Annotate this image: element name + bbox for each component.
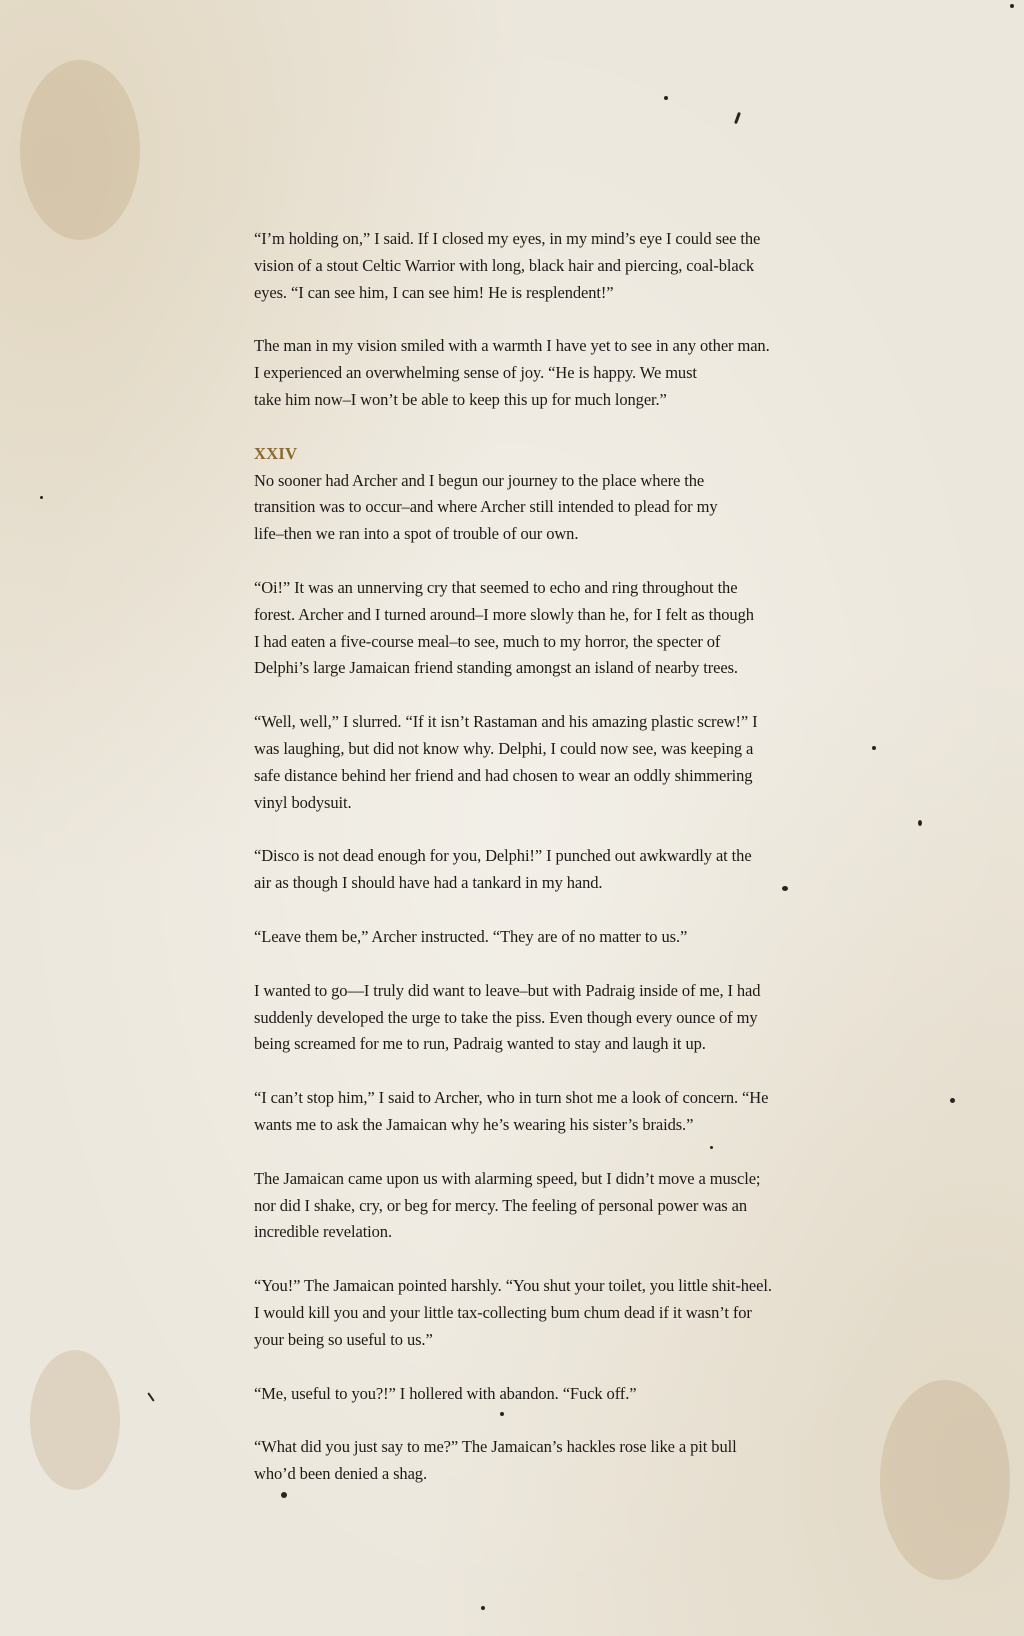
paragraphs-before-heading bbox=[254, 226, 854, 414]
paper-stain bbox=[880, 1380, 1010, 1580]
ink-speck bbox=[664, 96, 668, 100]
text-line: forest. Archer and I turned around–I more slowly than he, for I felt as though bbox=[254, 604, 754, 624]
ink-speck bbox=[950, 1098, 955, 1103]
text-line: “Me, useful to you?!” I hollered with abandon. “Fuck off.” bbox=[254, 1383, 637, 1403]
text-line: The Jamaican came upon us with alarming speed, but I didn’t move a muscle; bbox=[254, 1168, 761, 1188]
text-line: air as though I should have had a tankard in my hand. bbox=[254, 873, 603, 893]
body-text bbox=[254, 226, 854, 1515]
paragraph bbox=[254, 978, 854, 1058]
text-line: “What did you just say to me?” The Jamaican’s hackles rose like a pit bull bbox=[254, 1437, 737, 1457]
text-line: being screamed for me to run, Padraig wanted to stay and laugh it up. bbox=[254, 1034, 706, 1054]
text-line: vision of a stout Celtic Warrior with long, black hair and piercing, coal-black bbox=[254, 255, 754, 275]
paragraph bbox=[254, 1166, 854, 1246]
text-line: I experienced an overwhelming sense of joy. “He is happy. We must bbox=[254, 363, 697, 383]
text-line: safe distance behind her friend and had chosen to wear an oddly shimmering bbox=[254, 765, 753, 785]
paragraph bbox=[254, 843, 854, 897]
ink-speck bbox=[872, 746, 876, 750]
text-line: eyes. “I can see him, I can see him! He is resplendent!” bbox=[254, 282, 614, 302]
paragraph bbox=[254, 1085, 854, 1139]
text-line: “You!” The Jamaican pointed harshly. “You shut your toilet, you little shit-heel. bbox=[254, 1276, 772, 1296]
text-line: who’d been denied a shag. bbox=[254, 1464, 427, 1484]
paper-stain bbox=[20, 60, 140, 240]
text-line: “Leave them be,” Archer instructed. “They are of no matter to us.” bbox=[254, 926, 688, 946]
text-line: suddenly developed the urge to take the piss. Even though every ounce of my bbox=[254, 1007, 758, 1027]
paragraph bbox=[254, 1434, 854, 1488]
paragraphs-after-heading bbox=[254, 468, 854, 1488]
paragraph bbox=[254, 333, 854, 413]
text-line: “Well, well,” I slurred. “If it isn’t Rastaman and his amazing plastic screw!” I bbox=[254, 712, 758, 732]
paragraph bbox=[254, 226, 854, 306]
paragraph bbox=[254, 575, 854, 682]
paragraph bbox=[254, 924, 854, 951]
text-line: vinyl bodysuit. bbox=[254, 792, 352, 812]
chapter-heading: XXIV bbox=[254, 443, 298, 463]
text-line: transition was to occur–and where Archer still intended to plead for my bbox=[254, 497, 718, 517]
ink-speck bbox=[1010, 4, 1014, 8]
ink-speck bbox=[734, 112, 741, 124]
ink-speck bbox=[40, 496, 43, 499]
text-line: your being so useful to us.” bbox=[254, 1329, 433, 1349]
text-line: “I can’t stop him,” I said to Archer, who in turn shot me a look of concern. “He bbox=[254, 1088, 769, 1108]
text-line: “Disco is not dead enough for you, Delphi!” I punched out awkwardly at the bbox=[254, 846, 752, 866]
paragraph bbox=[254, 1273, 854, 1353]
text-line: I wanted to go—I truly did want to leave–but with Padraig inside of me, I had bbox=[254, 980, 761, 1000]
text-line: life–then we ran into a spot of trouble of our own. bbox=[254, 524, 579, 544]
paragraph bbox=[254, 709, 854, 816]
ink-speck bbox=[481, 1606, 485, 1610]
text-line: Delphi’s large Jamaican friend standing amongst an island of nearby trees. bbox=[254, 658, 738, 678]
text-line: was laughing, but did not know why. Delphi, I could now see, was keeping a bbox=[254, 738, 754, 758]
text-line: “I’m holding on,” I said. If I closed my eyes, in my mind’s eye I could see the bbox=[254, 229, 761, 248]
text-line: wants me to ask the Jamaican why he’s wearing his sister’s braids.” bbox=[254, 1114, 694, 1134]
ink-speck bbox=[147, 1392, 154, 1401]
paper-stain bbox=[30, 1350, 120, 1490]
text-line: I would kill you and your little tax-collecting bum chum dead if it wasn’t for bbox=[254, 1302, 752, 1322]
text-line: take him now–I won’t be able to keep this up for much longer.” bbox=[254, 389, 667, 409]
paragraph bbox=[254, 468, 854, 548]
text-line: nor did I shake, cry, or beg for mercy. The feeling of personal power was an bbox=[254, 1195, 748, 1215]
text-line: The man in my vision smiled with a warmth I have yet to see in any other man. bbox=[254, 336, 770, 356]
text-line: incredible revelation. bbox=[254, 1222, 392, 1242]
text-line: I had eaten a five-course meal–to see, much to my horror, the specter of bbox=[254, 631, 721, 651]
text-line: “Oi!” It was an unnerving cry that seemed to echo and ring throughout the bbox=[254, 577, 738, 597]
text-line: No sooner had Archer and I begun our journey to the place where the bbox=[254, 470, 705, 490]
paragraph bbox=[254, 1381, 854, 1408]
ink-speck bbox=[918, 820, 922, 826]
